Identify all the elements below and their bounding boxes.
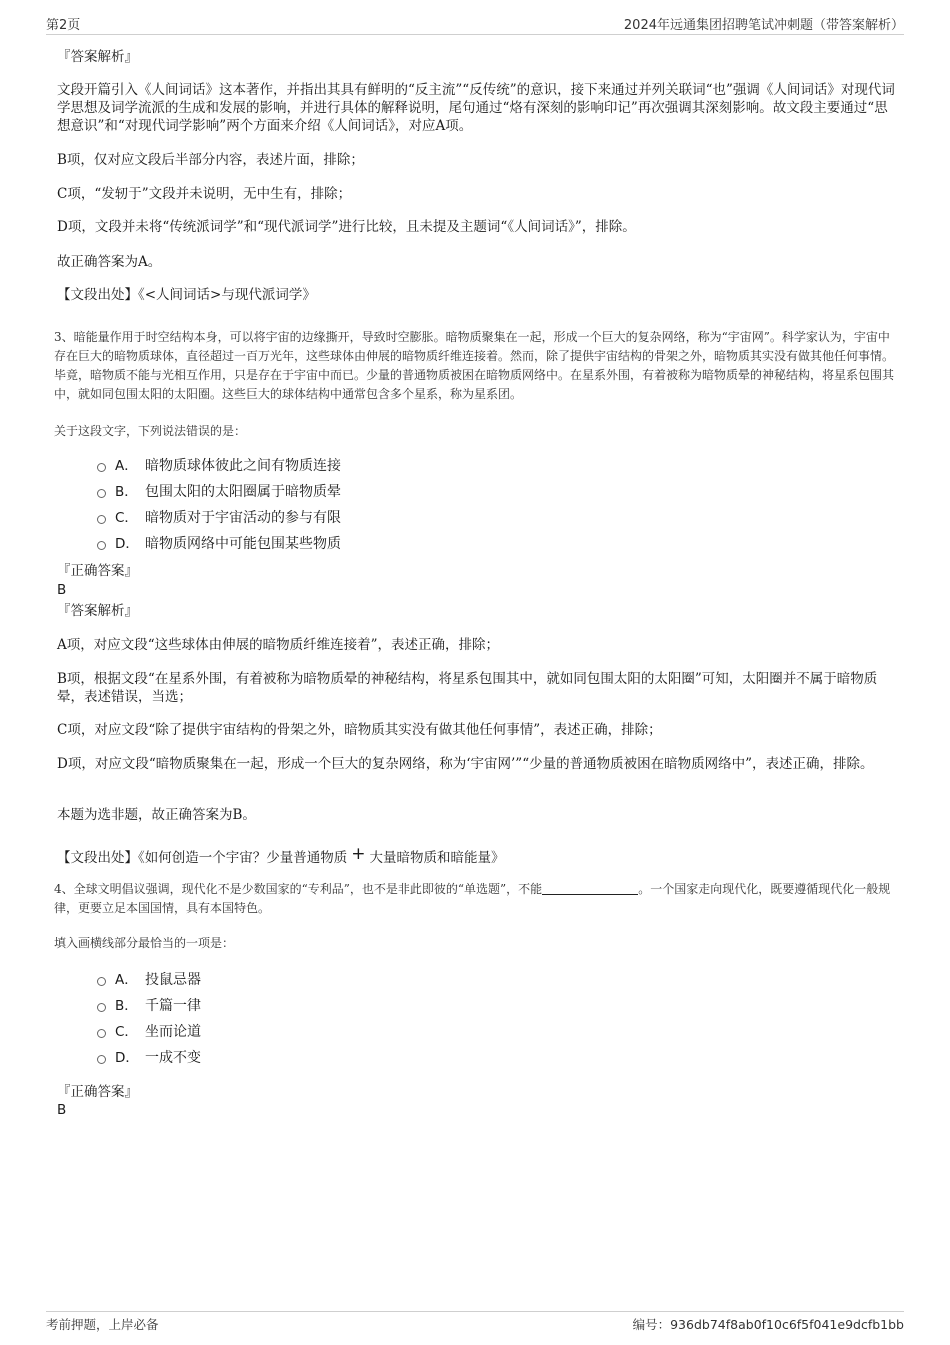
q3-options [97,453,797,557]
q4-stem: 4、全球文明倡议强调，现代化不是少数国家的“专利品”，也不是非此即彼的“单选题”，不能 。一个国家走向现代化，既要遵循现代化一般规律，更要立足本国国情，具有本国特色。 [54,882,891,915]
fill-blank [542,882,638,895]
q3-question: 关于这段文字，下列说法错误的是： [54,424,247,438]
q3-source: 【文段出处】《如何创造一个宇宙？少量普通物质 + 大量暗物质和暗能量》 [57,844,505,866]
document-title: 2024年远通集团招聘笔试冲刺题（带答案解析） [623,18,904,33]
q3-option-a[interactable]: A． 暗物质球体彼此之间有物质连接 [97,453,797,479]
q3-analysis-a: A项，对应文段“这些球体由伸展的暗物质纤维连接着”，表述正确，排除； [57,637,500,653]
q2-analysis-c: C项，“发轫于”文段并未说明，无中生有，排除； [57,186,352,202]
q3-analysis-b: B项，根据文段“在星系外围，有着被称为暗物质晕的神秘结构，将星系包围其中，就如同包围太阳的太阳圈”可知，太阳圈并不属于暗物质晕，表述错误，当选； [57,671,878,705]
q4-option-d[interactable]: D． 一成不变 [97,1045,797,1071]
page-number: 第2页 [46,18,81,33]
q2-analysis-d: D项，文段并未将“传统派词学”和“现代派词学”进行比较，且未提及主题词“《人间词话》”，排除。 [57,219,636,235]
header-divider [46,34,904,35]
radio-icon[interactable] [97,1055,106,1064]
radio-icon[interactable] [97,489,106,498]
q3-option-d[interactable]: D． 暗物质网络中可能包围某些物质 [97,531,797,557]
page-footer [46,1315,904,1335]
q3-conclusion: 本题为选非题，故正确答案为B。 [57,807,256,823]
q2-analysis-label: 『答案解析』 [57,49,138,65]
q4-options [97,967,797,1071]
q3-analysis-c: C项，对应文段“除了提供宇宙结构的骨架之外，暗物质其实没有做其他任何事情”，表述正确，排除； [57,722,662,738]
radio-icon[interactable] [97,541,106,550]
q4-option-c[interactable]: C． 坐而论道 [97,1019,797,1045]
footer-divider [46,1311,904,1312]
q3-option-b[interactable]: B． 包围太阳的太阳圈属于暗物质晕 [97,479,797,505]
footer-slogan: 考前押题，上岸必备 [46,1317,159,1332]
radio-icon[interactable] [97,977,106,986]
q3-stem: 3、暗能量作用于时空结构本身，可以将宇宙的边缘撕开，导致时空膨胀。暗物质聚集在一起，形成一个巨大的复杂网络，称为“宇宙网”。科学家认为，宇宙中存在巨大的暗物质球体，直径超过一百万光年，这些球体由伸展的暗物质纤维连接着。然而，除了提供宇宙结构的骨架之外，暗物质其实没有做其他任何事情。毕竟，暗物质不能与光相互作用，只是存在于宇宙中而已。少量的普通物质被困在暗物质网络中。在星系外围，有着被称为暗物质晕的神秘结构，将星系包围其中，就如同包围太阳的太阳圈。这些巨大的球体结构中通常包含多个星系，称为星系团。 [54,330,895,401]
q2-analysis-b: B项，仅对应文段后半部分内容，表述片面，排除； [57,152,364,168]
radio-icon[interactable] [97,1003,106,1012]
q4-answer-label: 『正确答案』 [57,1084,138,1100]
q4-option-a[interactable]: A． 投鼠忌器 [97,967,797,993]
q4-option-b[interactable]: B． 千篇一律 [97,993,797,1019]
q3-option-c[interactable]: C． 暗物质对于宇宙活动的参与有限 [97,505,797,531]
radio-icon[interactable] [97,1029,106,1038]
document-code: 编号：936db74f8ab0f10c6f5f041e9dcfb1bb [632,1317,904,1332]
page-header [46,14,904,34]
q4-question: 填入画横线部分最恰当的一项是： [54,936,235,950]
q3-analysis-d: D项，对应文段“暗物质聚集在一起，形成一个巨大的复杂网络，称为‘宇宙网’”“少量的普通物质被困在暗物质网络中”，表述正确，排除。 [57,756,874,772]
q2-source: 【文段出处】《<人间词话>与现代派词学》 [57,287,316,303]
q2-analysis-a: 文段开篇引入《人间词话》这本著作，并指出其具有鲜明的“反主流”“反传统”的意识，接下来通过并列关联词“也”强调《人间词话》对现代词学思想及词学流派的生成和发展的影响，并进行具体的解释说明，尾句通过“烙有深刻的影响印记”再次强调其深刻影响。故文段主要通过“思想意识”和“对现代词学影响”两个方面来介绍《人间词话》，对应A项。 [57,82,895,134]
radio-icon[interactable] [97,515,106,524]
radio-icon[interactable] [97,463,106,472]
q3-answer-label: 『正确答案』 [57,563,138,579]
q2-conclusion: 故正确答案为A。 [57,254,162,270]
q3-analysis-label: 『答案解析』 [57,603,138,619]
q4-answer: B [57,1102,67,1118]
q3-answer: B [57,582,67,598]
